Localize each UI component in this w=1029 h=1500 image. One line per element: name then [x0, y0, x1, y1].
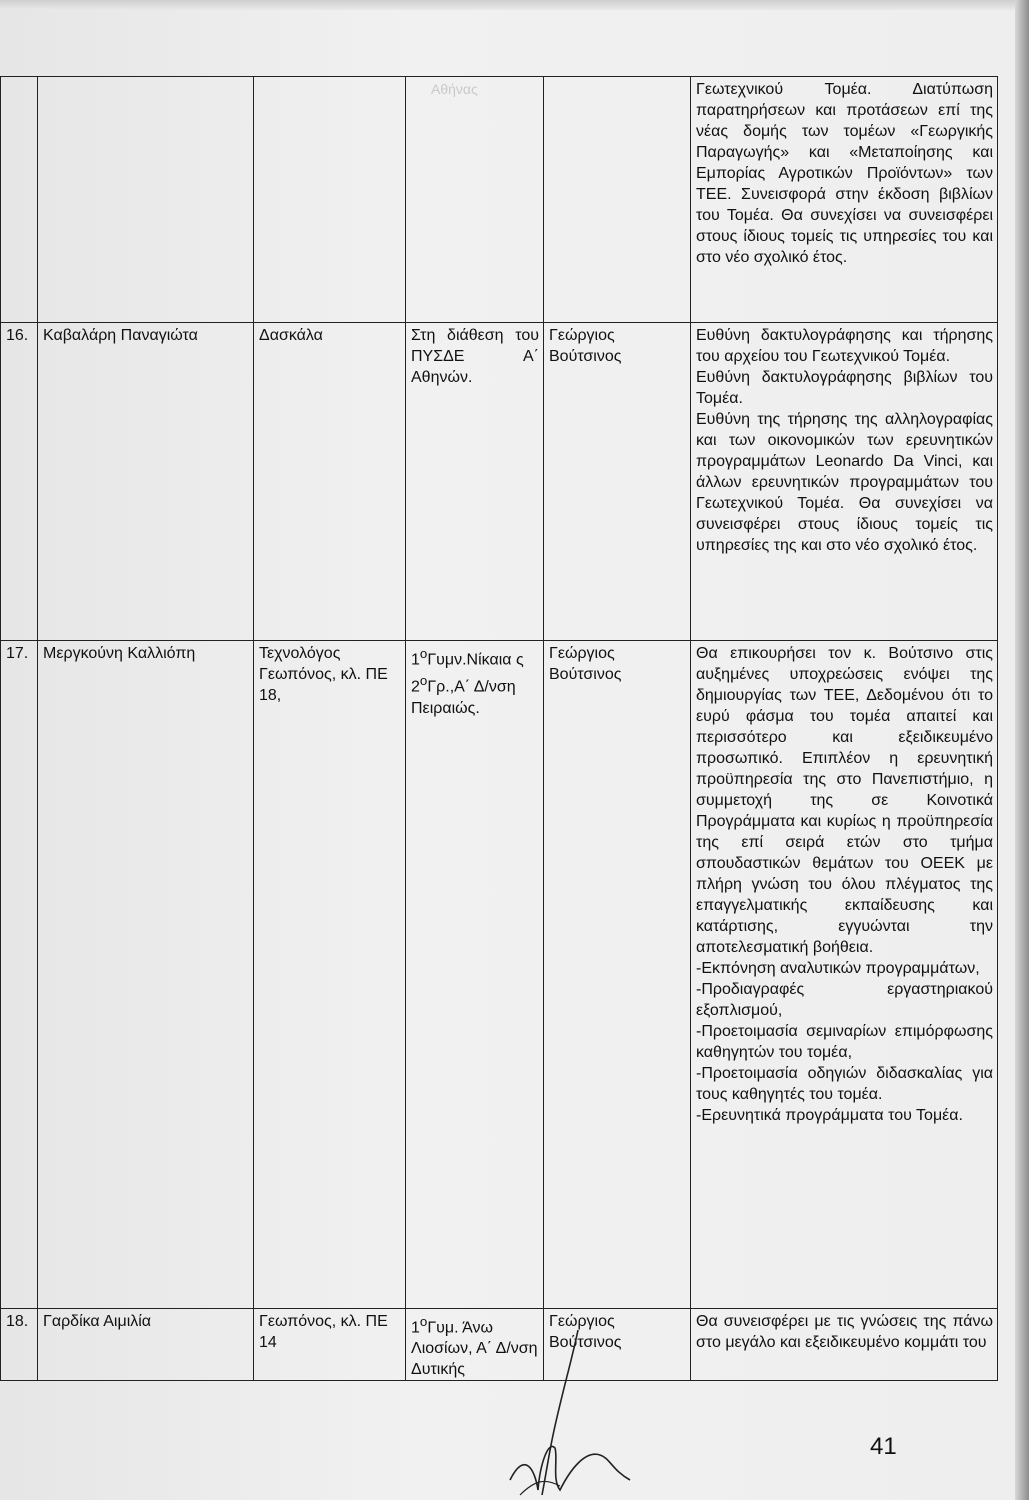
staff-service — [406, 641, 544, 1309]
specialty-cell — [254, 77, 406, 323]
staff-name: Μεργκούνη Καλλιόπη — [38, 641, 254, 1309]
name-cell — [38, 77, 254, 323]
responsibilities-cell: Γεωτεχνικού Τομέα. Διατύπωση παρατηρήσεων και προτάσεων επί της νέας δομής των τομέων «Γεωργικής Παραγωγής» και «Μεταποίησης και Εμπορίας Αγροτικών Προϊόντων» των ΤΕΕ. Συνεισφορά στην έκδοση βιβλίων του Τομέα. Θα συνεχίσει να συνεισφέρει στους ίδιους τομείς τις υπηρεσίες του και στο νέο σχολικό έτος. — [691, 77, 998, 323]
row-number: 16. — [1, 323, 38, 641]
staff-service: Στη διάθεση του ΠΥΣΔΕ Α΄ Αθηνών. — [406, 323, 544, 641]
service-cell — [406, 77, 544, 323]
row-number: 18. — [1, 1309, 38, 1381]
row-number: 17. — [1, 641, 38, 1309]
staff-supervisor: Γεώργιος Βούτσινος — [544, 641, 691, 1309]
superscript: ο — [419, 1314, 428, 1329]
staff-name: Καβαλάρη Παναγιώτα — [38, 323, 254, 641]
table-row — [1, 323, 998, 641]
responsibility-item: -Προετοιμασία οδηγιών διδασκαλίας για τους καθηγητές του τομέα. — [696, 1065, 993, 1103]
staff-specialty: Γεωπόνος, κλ. ΠΕ 14 — [254, 1309, 406, 1381]
service-text: Γρ.,Α΄ Δ/νση Πειραιώς. — [411, 678, 516, 717]
staff-specialty: Τεχνολόγος Γεωπόνος, κλ. ΠΕ 18, — [254, 641, 406, 1309]
responsibility-item: Ευθύνη δακτυλογράφησης βιβλίων του Τομέα. — [696, 369, 993, 407]
staff-table — [0, 76, 998, 1381]
responsibility-item: Θα επικουρήσει τον κ. Βούτσινο στις αυξημένες υποχρεώσεις ενόψει της δημιουργίας των ΤΕΕ, Δεδομένου ότι το ευρύ φάσμα του τομέα απαιτεί και περισσότερο και εξειδικευμένο προσωπικό. Επιπλέον η ερευνητική προϋπηρεσία της στο Πανεπιστήμιο, η συμμετοχή της σε Κοινοτικά Προγράμματα και κυρίως η προϋπηρεσία της επί σειρά ετών στο τμήμα σπουδαστικών θεμάτων του ΟΕΕΚ με πλήρη γνώση του όλου πλέγματος της επαγγελματικής εκπαίδευσης και κατάρτισης, εγγυώνται την αποτελεσματική βοήθεια. — [696, 645, 993, 956]
superscript: ο — [419, 673, 428, 689]
supervisor-cell — [544, 77, 691, 323]
responsibility-item: Θα συνεισφέρει με τις γνώσεις της πάνω στο μεγάλο και εξειδικευμένο κομμάτι του — [696, 1313, 993, 1351]
staff-name: Γαρδίκα Αιμιλία — [38, 1309, 254, 1381]
page-right-edge — [1015, 0, 1029, 1500]
staff-supervisor: Γεώργιος Βούτσινος — [544, 1309, 691, 1381]
service-text: 1 — [411, 1319, 420, 1337]
bleed-through-text: Αθήνας — [431, 81, 478, 97]
responsibility-item: -Ερευνητικά προγράμματα του Τομέα. — [696, 1107, 963, 1124]
page-top-edge — [0, 0, 1029, 10]
handwritten-signature — [500, 1330, 650, 1500]
service-text: Γυμ. Άνω Λιοσίων, Α΄ Δ/νση Δυτικής — [411, 1319, 538, 1379]
page-number: 41 — [870, 1433, 897, 1460]
staff-specialty: Δασκάλα — [254, 323, 406, 641]
service-text: Γυμν.Νίκαια ς 2 — [411, 651, 524, 696]
responsibility-item: -Προετοιμασία σεμιναρίων επιμόρφωσης καθηγητών του τομέα, — [696, 1023, 993, 1061]
table-row — [1, 1309, 998, 1381]
responsibility-item: -Εκπόνηση αναλυτικών προγραμμάτων, — [696, 960, 980, 977]
responsibilities-cell — [691, 641, 998, 1309]
num-cell — [1, 77, 38, 323]
service-text: 1 — [411, 651, 420, 669]
table-row — [1, 641, 998, 1309]
responsibility-item: Ευθύνη της τήρησης της αλληλογραφίας και των οικονομικών των ερευνητικών προγραμμάτων Leonardo Da Vinci, και άλλων ερευνητικών προγραμμάτων του Γεωτεχνικού Τομέα. Θα συνεχίσει να συνεισφέρει στους ίδιους τομείς τις υπηρεσίες της και στο νέο σχολικό έτος. — [696, 411, 993, 554]
responsibilities-cell — [691, 1309, 998, 1381]
responsibilities-cell — [691, 323, 998, 641]
responsibility-item: -Προδιαγραφές εργαστηριακού εξοπλισμού, — [696, 981, 993, 1019]
responsibility-item: Ευθύνη δακτυλογράφησης και τήρησης του αρχείου του Γεωτεχνικού Τομέα. — [696, 327, 993, 365]
table-row-continuation — [1, 77, 998, 323]
superscript: ο — [419, 646, 428, 661]
staff-supervisor: Γεώργιος Βούτσινος — [544, 323, 691, 641]
